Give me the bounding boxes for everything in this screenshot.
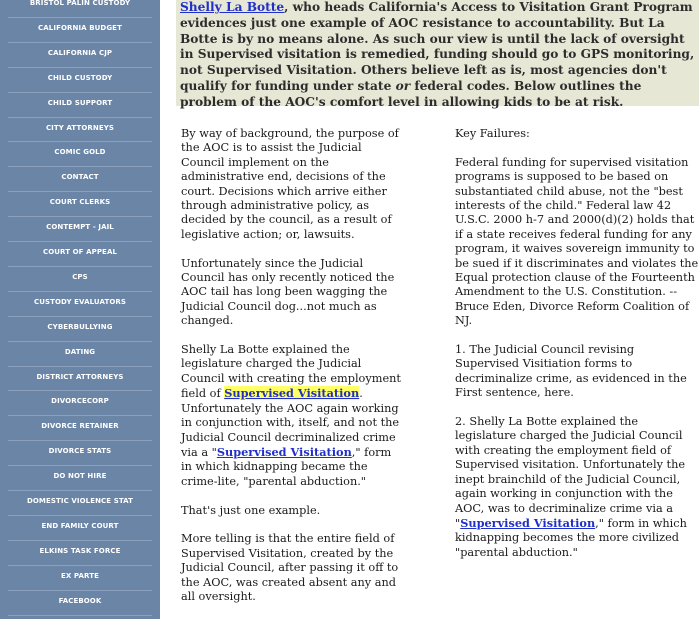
sidebar-divider	[8, 615, 152, 616]
sidebar-divider	[8, 266, 152, 267]
right-paragraph-4: 2. Shelly La Botte explained the legislature charged the Judicial Council with creating the employment field of Supervised visitation. Unfortunately the inept brainchild of the Judicial Council, again working in conjunction with the AOC, was to decriminalize crime via a "Supervised Visitation," form in which kidnapping becomes the more civilized "parental abduction."	[455, 415, 687, 559]
sidebar-item-facebook[interactable]: FACEBOOK	[58, 596, 102, 605]
left-paragraph-5: More telling is that the entire field of Supervised Visitation, created by the Judicial Council, after passing it off to the AOC, was created absent any and all oversight.	[181, 532, 399, 603]
sidebar-divider	[8, 216, 152, 217]
sidebar-divider	[8, 316, 152, 317]
sidebar-divider	[8, 415, 152, 416]
sidebar-divider	[8, 166, 152, 167]
sidebar-divider	[8, 191, 152, 192]
sidebar-nav	[0, 0, 160, 630]
sidebar-item-ex-parte[interactable]: EX PARTE	[61, 571, 99, 580]
sidebar-divider	[8, 540, 152, 541]
sidebar-divider	[8, 241, 152, 242]
sidebar-divider	[8, 565, 152, 566]
sidebar-item-bristol-palin-custody[interactable]: BRISTOL PALIN CUSTODY	[29, 0, 131, 7]
right-column	[455, 127, 699, 575]
sidebar-item-contempt-jail[interactable]: CONTEMPT - JAIL	[46, 223, 114, 232]
sidebar-divider	[8, 440, 152, 441]
shelly-la-botte-link[interactable]: Shelly La Botte	[180, 0, 285, 14]
right-paragraph-1: Key Failures:	[455, 127, 530, 140]
sidebar-item-fathers-rights[interactable]: FATHERS RIGHTS	[46, 621, 114, 630]
left-paragraph-4: That's just one example.	[181, 503, 321, 517]
sidebar-item-california-cjp[interactable]: CALIFORNIA CJP	[47, 48, 113, 57]
sidebar-divider	[8, 465, 152, 466]
supervised-visitation-highlight-link[interactable]: Supervised Visitation	[224, 386, 360, 401]
sidebar-divider	[8, 291, 152, 292]
sidebar-item-custody-evaluators[interactable]: CUSTODY EVALUATORS	[33, 297, 127, 306]
sidebar-item-divorce-retainer[interactable]: DIVORCE RETAINER	[41, 422, 119, 431]
sidebar-item-district-attorneys[interactable]: DISTRICT ATTORNEYS	[36, 372, 124, 381]
sidebar-divider	[8, 490, 152, 491]
sidebar-item-city-attorneys[interactable]: CITY ATTORNEYS	[45, 123, 115, 132]
right-paragraph-2: Federal funding for supervised visitation programs is supposed to be based on substantiated child abuse, not the "best interests of the child." Federal law 42 U.S.C. 2000 h-7 and 2000(d)(2) holds that if a state receives federal funding for any program, it waives sovereign immunity to be sued if it discriminates and violates the Equal protection clause of the Fourteenth Amendment to the U.S. Constitution. --Bruce Eden, Divorce Reform Coalition of NJ.	[455, 155, 699, 328]
supervised-visitation-link-right[interactable]: Supervised Visitation	[460, 515, 596, 530]
left-paragraph-2: Unfortunately since the Judicial Council has only recently noticed the AOC tail has long been wagging the Judicial Council dog...not much as changed.	[181, 256, 395, 328]
sidebar-item-divorcecorp[interactable]: DIVORCECORP	[51, 397, 109, 406]
sidebar-divider	[8, 590, 152, 591]
sidebar-divider	[8, 42, 152, 43]
intro-callout	[176, 0, 699, 109]
sidebar-divider	[8, 390, 152, 391]
sidebar-divider	[8, 141, 152, 142]
sidebar-item-cps[interactable]: CPS	[72, 272, 88, 281]
left-column	[181, 127, 403, 619]
sidebar-item-child-custody[interactable]: CHILD CUSTODY	[47, 73, 113, 82]
sidebar-item-dating[interactable]: DATING	[64, 347, 96, 356]
sidebar-divider	[8, 515, 152, 516]
sidebar-item-california-budget[interactable]: CALIFORNIA BUDGET	[38, 23, 122, 32]
sidebar-item-court-clerks[interactable]: COURT CLERKS	[49, 198, 111, 207]
supervised-visitation-form-link[interactable]: Supervised Visitation	[216, 444, 352, 459]
sidebar-divider	[8, 92, 152, 93]
sidebar-divider	[8, 67, 152, 68]
sidebar-divider	[8, 366, 152, 367]
sidebar-item-court-of-appeal[interactable]: COURT OF APPEAL	[42, 248, 118, 256]
left-paragraph-1: By way of background, the purpose of the AOC is to assist the Judicial Council implement on the administrative end, decisions of the court. Decisions which arrive either through administrative policy, as decided by the council, as a result of legislative action; or, lawsuits.	[181, 127, 399, 241]
sidebar-item-comic-gold[interactable]: COMIC GOLD	[54, 148, 106, 157]
sidebar-item-elkins-task-force[interactable]: ELKINS TASK FORCE	[39, 546, 121, 555]
right-paragraph-3: 1. The Judicial Council revising Supervised Visitiation forms to decriminalize crime, as evidenced in the First sentence, here.	[455, 343, 687, 400]
left-paragraph-3: Shelly La Botte explained the legislature charged the Judicial Council with creating the employment field of Supervised Visitation. Unfortunately the AOC again working in conjunction with, itself, and not the Judicial Council decriminalized crime via a "Supervised Visitation," form in which kidnapping became the crime-lite, "parental abduction."	[181, 343, 401, 488]
sidebar-divider	[8, 117, 152, 118]
sidebar-item-cyberbullying[interactable]: CYBERBULLYING	[47, 322, 113, 331]
sidebar-item-contact[interactable]: CONTACT	[61, 173, 99, 182]
sidebar-item-child-support[interactable]: CHILD SUPPORT	[47, 98, 113, 107]
intro-text: Shelly La Botte, who heads California's Access to Visitation Grant Program evidences just one example of AOC resistance to accountability. But La Botte is by no means alone. As such our view is until the lack of oversight in Supervised visitation is remedied, funding should go to GPS monitoring, not Supervised Visitation. Others believe left as is, most agencies don't qualify for funding under state or federal codes. Below outlines the problem of the AOC's comfort level in allowing kids to be at risk.	[180, 0, 695, 109]
sidebar-item-domestic-violence-stat[interactable]: DOMESTIC VIOLENCE STAT	[26, 497, 134, 505]
sidebar-divider	[8, 341, 152, 342]
sidebar-item-divorce-stats[interactable]: DIVORCE STATS	[48, 447, 112, 456]
sidebar-item-do-not-hire[interactable]: DO NOT HIRE	[53, 472, 107, 481]
sidebar-divider	[8, 17, 152, 18]
sidebar-item-end-family-court[interactable]: END FAMILY COURT	[41, 521, 119, 530]
